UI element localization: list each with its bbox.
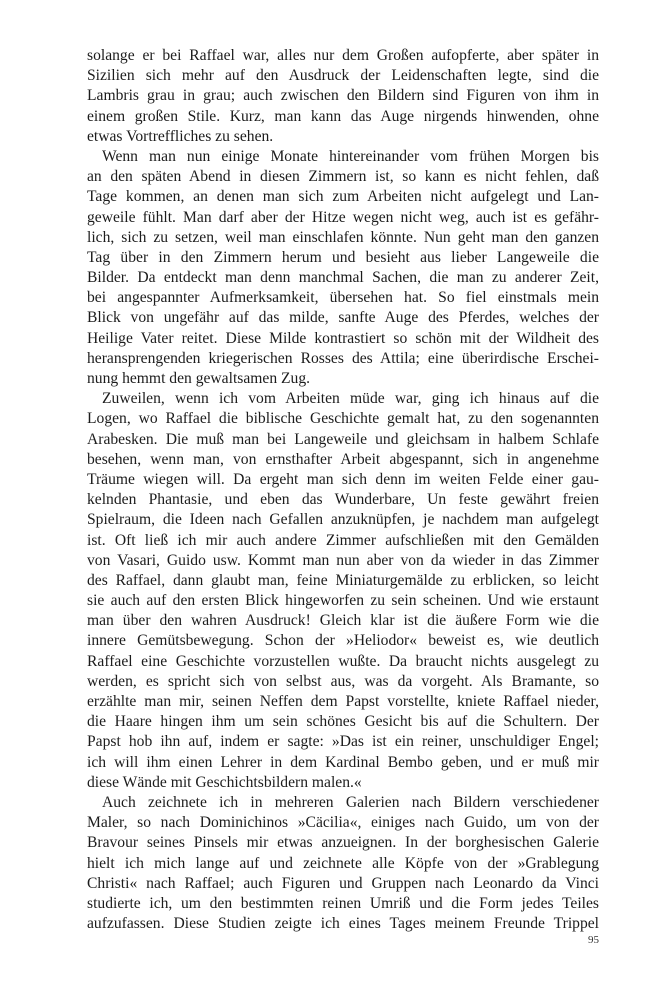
text-line: einem großen Stile. Kurz, man kann das Auge nirgends hinwenden, ohne [87,107,599,125]
text-line: studierte ich, um den bestimmten reinen Umriß und die Form jedes Teiles [87,894,599,912]
text-line: etwas Vortreffliches zu sehen. [87,127,274,145]
paragraph [87,46,599,147]
text-line: diese Wände mit Geschichtsbildern malen.« [87,773,362,791]
text-line: hielt ich mich lange auf und zeichnete alle Köpfe von der »Grablegung [87,854,599,872]
text-line: Spielraum, die Ideen nach Gefallen anzuknüpfen, je nachdem man aufgelegt [87,511,599,529]
text-line: besehen, wenn man, von ernsthafter Arbeit abgespannt, sich in angenehme [87,450,599,468]
text-line: Bravour seines Pinsels mir etwas anzueignen. In der borghesischen Galerie [87,834,599,852]
text-line: lich, sich zu setzen, weil man einschlafen könnte. Nun geht man den ganzen [87,228,599,246]
paragraph [87,793,599,934]
text-line: Blick von ungefähr auf das milde, sanfte Auge des Pferdes, welches der [87,309,599,327]
text-line: Maler, so nach Dominichinos »Cäcilia«, einiges nach Guido, um von der [87,814,599,832]
text-line: aufzufassen. Diese Studien zeigte ich eines Tages meinem Freunde Trippel [87,915,599,933]
text-line: man über den wahren Ausdruck! Gleich klar ist die äußere Form wie die [87,612,599,630]
text-line: Auch zeichnete ich in mehreren Galerien nach Bildern verschiedener [102,793,599,811]
text-line: Logen, wo Raffael die biblische Geschichte gemalt hat, zu den sogenannten [87,410,599,428]
text-line: die Haare hingen ihm um sein schönes Gesicht bis auf die Schultern. Der [87,713,599,731]
text-line: Wenn man nun einige Monate hintereinander vom frühen Morgen bis [102,147,599,165]
body-text [87,46,599,934]
text-line: Christi« nach Raffael; auch Figuren und Gruppen nach Leonardo da Vinci [87,874,599,892]
text-line: heransprengenden kriegerischen Rosses des Attila; eine überirdische Erschei- [87,349,599,367]
text-line: geweile fühlt. Man darf aber der Hitze wegen nicht weg, auch ist es gefähr- [87,208,599,226]
text-line: innere Gemütsbewegung. Schon der »Heliodor« beweist es, wie deutlich [87,632,599,650]
text-line: ich will ihm einen Lehrer in dem Kardinal Bembo geben, und er muß mir [87,753,599,771]
paragraph [87,147,599,389]
text-line: Zuweilen, wenn ich vom Arbeiten müde war, ging ich hinaus auf die [102,390,599,408]
text-line: solange er bei Raffael war, alles nur dem Großen aufopferte, aber später in [87,47,599,64]
paragraph [87,389,599,793]
text-line: Heilige Vater reitet. Diese Milde kontrastiert so schön mit der Wildheit des [87,329,599,347]
text-line: nung hemmt den gewaltsamen Zug. [87,370,311,387]
text-line: des Raffael, dann glaubt man, feine Miniaturgemälde zu erblicken, so leicht [87,571,599,589]
text-line: erzählte man mir, seinen Neffen dem Papst vorstellte, kniete Raffael nieder, [87,693,599,710]
text-line: Sizilien sich mehr auf den Ausdruck der Leidenschaften legte, sind die [87,67,599,85]
text-line: Tag über in den Zimmern herum und besieht aus lieber Langeweile die [87,248,599,266]
text-line: von Vasari, Guido usw. Kommt man nun aber von da wieder in das Zimmer [87,551,599,569]
text-line: Träume wiegen will. Da ergeht man sich denn im weiten Felde einer gau- [87,470,599,488]
text-line: Lambris grau in grau; auch zwischen den Bildern sind Figuren von ihm in [87,87,599,105]
text-line: Papst hob ihn auf, indem er sagte: »Das ist ein reiner, unschuldiger Engel; [87,733,599,751]
text-line: sie auch auf den ersten Blick hingeworfen zu sein scheinen. Und wie erstaunt [87,592,599,610]
text-line: kelnden Phantasie, und eben das Wunderbare, Un feste gewährt freien [87,491,599,509]
text-line: Bilder. Da entdeckt man denn manchmal Sachen, die man zu anderer Zeit, [87,269,599,287]
text-line: Tage kommen, an denen man sich zum Arbeiten nicht aufgelegt und Lan- [87,188,599,206]
text-line: ist. Oft ließ ich mir auch andere Zimmer aufschließen mit den Gemälden [87,531,599,549]
text-line: an den späten Abend in diesen Zimmern ist, so kann es nicht fehlen, daß [87,168,599,186]
text-line: werden, es spricht sich von selbst aus, was da vorgeht. Als Bramante, so [87,672,599,690]
text-line: Raffael eine Geschichte vorzustellen wußte. Da braucht nichts ausgelegt zu [87,652,599,670]
page-number: 95 [588,934,599,946]
text-line: bei angespannter Aufmerksamkeit, übersehen hat. So fiel einstmals mein [87,289,599,307]
text-line: Arabesken. Die muß man bei Langeweile und gleichsam in halbem Schlafe [87,430,599,448]
